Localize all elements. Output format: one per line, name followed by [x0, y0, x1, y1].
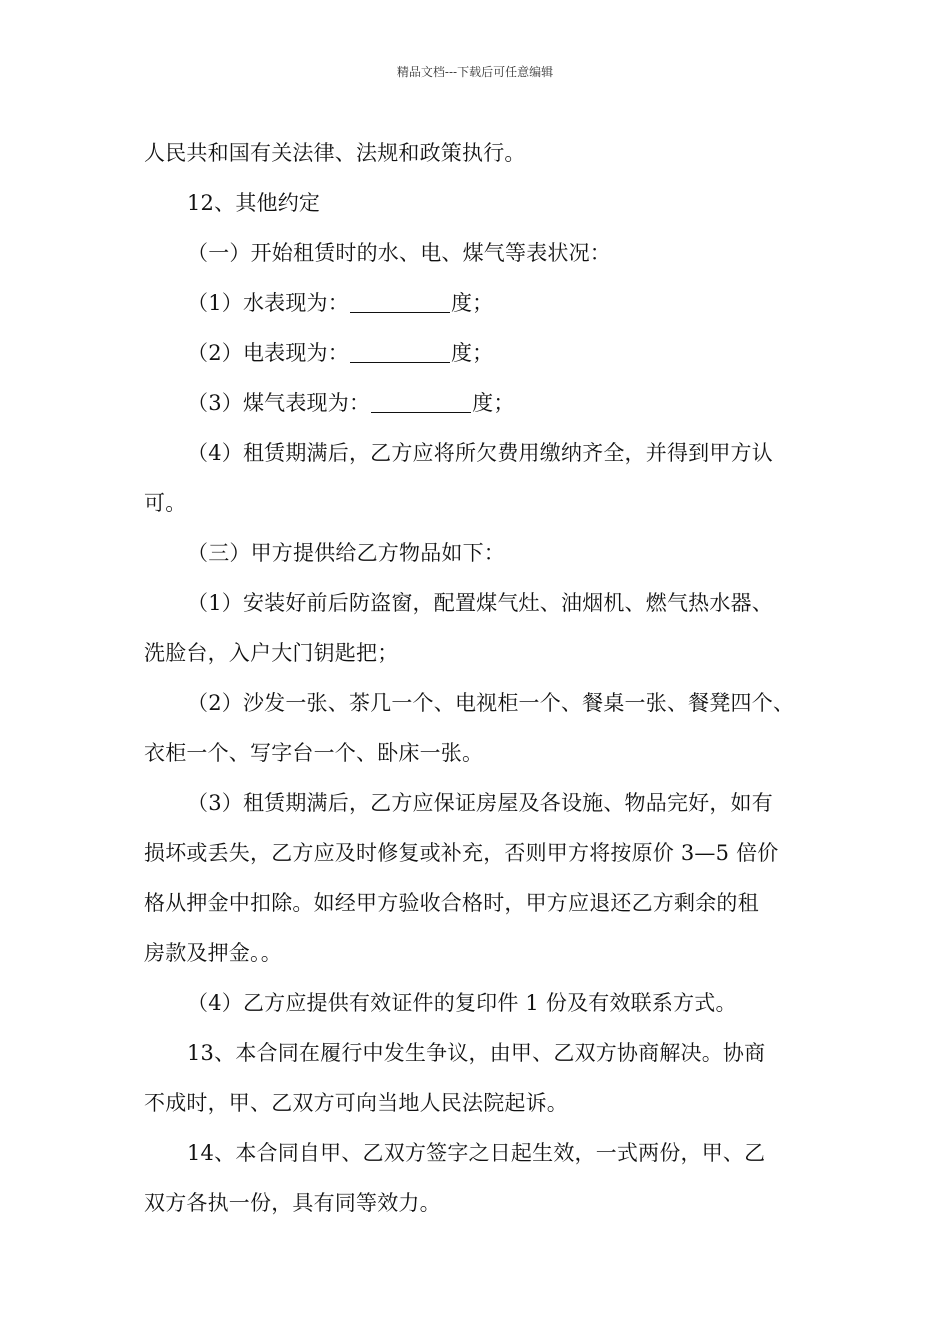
gas-meter-unit: 度； [472, 391, 515, 415]
items-3-line3: 格从押金中扣除。如经甲方验收合格时，甲方应退还乙方剩余的租 [144, 891, 759, 915]
electric-meter-unit: 度； [450, 341, 494, 365]
paragraph-fees-line1: （4）租赁期满后，乙方应将所欠费用缴纳齐全，并得到甲方认 [187, 441, 773, 465]
water-meter-label: （1）水表现为： [187, 291, 349, 315]
section-14-line1: 14、本合同自甲、乙双方签字之日起生效，一式两份，甲、乙 [187, 1141, 766, 1165]
section-13-line1: 13、本合同在履行中发生争议，由甲、乙双方协商解决。协商 [187, 1041, 766, 1065]
items-1-line1: （1）安装好前后防盗窗，配置煤气灶、油烟机、燃气热水器、 [187, 591, 773, 615]
section-12-heading: 12、其他约定 [187, 191, 321, 215]
gas-meter-blank [371, 390, 471, 413]
items-4-line: （4）乙方应提供有效证件的复印件 1 份及有效联系方式。 [187, 991, 737, 1015]
meter-status-heading: （一）开始租赁时的水、电、煤气等表状况： [187, 241, 611, 265]
items-1-line2: 洗脸台，入户大门钥匙把； [144, 641, 399, 665]
paragraph-continuation: 人民共和国有关法律、法规和政策执行。 [144, 141, 526, 165]
water-meter-unit: 度； [450, 291, 494, 315]
items-3-line4: 房款及押金。。 [144, 941, 282, 965]
items-3-line1: （3）租赁期满后，乙方应保证房屋及各设施、物品完好，如有 [187, 791, 773, 815]
page-header: 精品文档---下载后可任意编辑 [396, 65, 554, 79]
electric-meter-line [144, 328, 824, 378]
items-3-line2: 损坏或丢失，乙方应及时修复或补充，否则甲方将按原价 3—5 倍价 [144, 841, 779, 865]
items-2-line1: （2）沙发一张、茶几一个、电视柜一个、餐桌一张、餐凳四个、 [187, 691, 795, 715]
document-body [144, 128, 824, 1228]
paragraph-fees-line2: 可。 [144, 491, 187, 515]
water-meter-line [144, 278, 824, 328]
items-provided-heading: （三）甲方提供给乙方物品如下： [187, 541, 505, 565]
items-2-line2: 衣柜一个、写字台一个、卧床一张。 [144, 741, 484, 765]
gas-meter-line [144, 378, 824, 428]
water-meter-blank [350, 290, 450, 313]
electric-meter-label: （2）电表现为： [187, 341, 349, 365]
gas-meter-label: （3）煤气表现为： [187, 391, 371, 415]
section-13-line2: 不成时，甲、乙双方可向当地人民法院起诉。 [144, 1091, 568, 1115]
section-14-line2: 双方各执一份，具有同等效力。 [144, 1191, 441, 1215]
electric-meter-blank [350, 340, 450, 363]
